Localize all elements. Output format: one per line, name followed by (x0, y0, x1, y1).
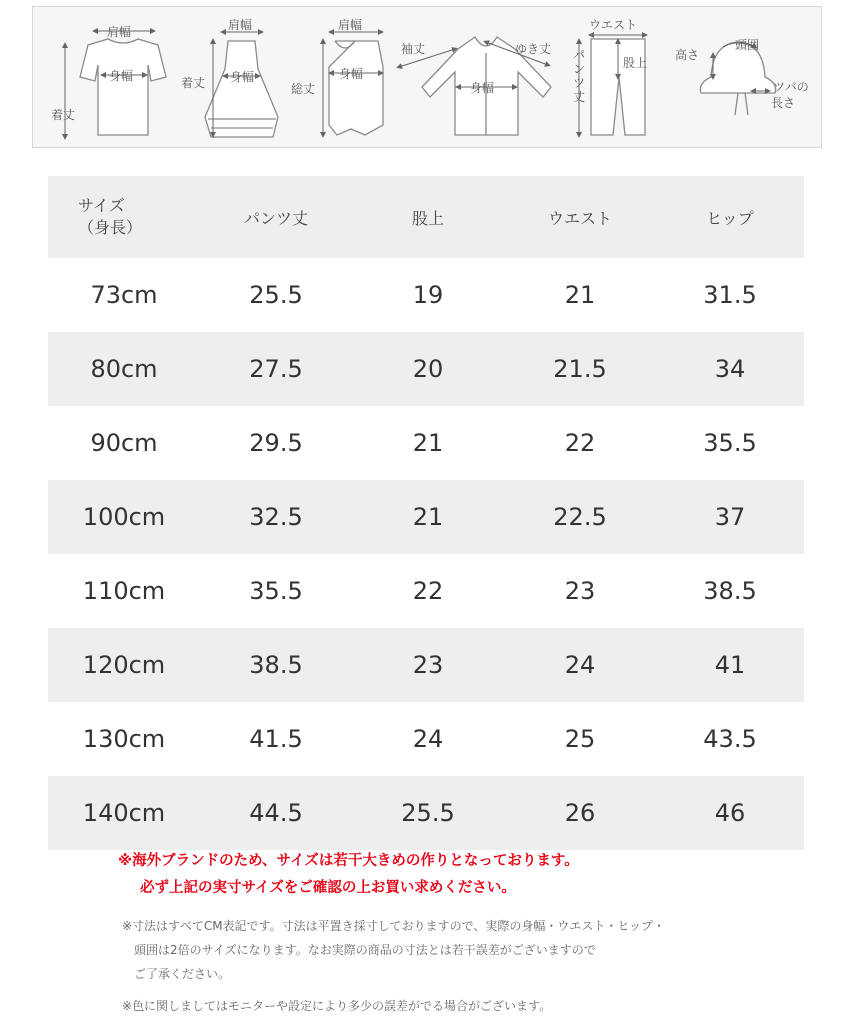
cell-waist: 26 (564, 799, 596, 827)
color-note (122, 994, 762, 1018)
measurement-diagram-svg (33, 7, 823, 149)
table-row (48, 480, 804, 554)
cell-rise: 23 (412, 651, 444, 679)
size-table (48, 176, 804, 850)
table-row (48, 628, 804, 702)
measurement-note (122, 914, 762, 986)
cell-pants-length: 44.5 (249, 799, 303, 827)
header-pants-length: パンツ丈 (243, 208, 308, 228)
cell-rise: 22 (412, 577, 444, 605)
measurement-diagram (32, 6, 822, 148)
cell-rise: 20 (412, 355, 444, 383)
jacket-diagram (399, 37, 551, 135)
tshirt-length-label: 着丈 (51, 108, 76, 122)
table-row (48, 406, 804, 480)
size-warning (118, 848, 758, 902)
cell-size: 80cm (90, 355, 158, 383)
measurement-note-line3: ご了承ください。 (134, 967, 231, 981)
dress-diagram (181, 17, 278, 137)
cell-hip: 37 (714, 503, 746, 531)
table-row (48, 258, 804, 332)
cell-hip: 38.5 (703, 577, 757, 605)
dress-length-label: 着丈 (181, 76, 206, 90)
dress-body-width-label: 身幅 (230, 70, 255, 84)
size-warning-line1: ※海外ブランドのため、サイズは若干大きめの作りとなっております。 (118, 853, 579, 869)
hat-brim-label-1: ツバの (773, 80, 809, 94)
table-row (48, 702, 804, 776)
header-size-line1: サイズ (78, 196, 125, 215)
cell-size: 90cm (90, 429, 158, 457)
table-row (48, 776, 804, 850)
cell-rise: 19 (412, 281, 444, 309)
pants-length-label: パンツ丈 (573, 48, 586, 104)
cell-hip: 35.5 (703, 429, 757, 457)
cell-hip: 41 (714, 651, 746, 679)
cell-pants-length: 27.5 (249, 355, 303, 383)
tshirt-diagram (51, 24, 166, 137)
cell-waist: 23 (564, 577, 596, 605)
hat-head-circumference-label: 頭囲 (735, 38, 760, 52)
cell-waist: 21 (564, 281, 596, 309)
cell-pants-length: 29.5 (249, 429, 303, 457)
cell-pants-length: 25.5 (249, 281, 303, 309)
cell-size: 100cm (82, 503, 166, 531)
dress-shoulder-label: 肩幅 (228, 18, 253, 32)
jacket-body-width-label: 身幅 (470, 81, 495, 95)
romper-body-width-label: 身幅 (339, 67, 364, 81)
cell-size: 73cm (90, 281, 158, 309)
jacket-yuki-label: ゆき丈 (515, 42, 552, 56)
hat-diagram (675, 38, 809, 115)
cell-rise: 25.5 (401, 799, 455, 827)
cell-waist: 22 (564, 429, 596, 457)
tshirt-shoulder-label: 肩幅 (107, 25, 132, 39)
cell-pants-length: 35.5 (249, 577, 303, 605)
header-waist: ウエスト (547, 208, 612, 228)
cell-waist: 21.5 (553, 355, 607, 383)
size-warning-line2: 必ず上記の実寸サイズをご確認の上お買い求めください。 (140, 880, 516, 896)
pants-rise-label: 股上 (623, 56, 648, 70)
header-size-line2: （身長） (78, 218, 143, 237)
romper-shoulder-label: 肩幅 (338, 18, 363, 32)
cell-rise: 21 (412, 429, 444, 457)
cell-pants-length: 41.5 (249, 725, 303, 753)
pants-diagram (573, 18, 647, 135)
measurement-note-line2: 頭囲は2倍のサイズになります。なお実際の商品の寸法とは若干誤差がございますので (134, 943, 596, 957)
pants-length-label-vertical (573, 48, 585, 104)
measurement-note-line1: ※寸法はすべてCM表記です。寸法は平置き採寸しておりますので、実際の身幅・ウエスト・ヒップ・ (122, 919, 665, 933)
cell-rise: 21 (412, 503, 444, 531)
table-row (48, 332, 804, 406)
hat-height-label: 高さ (675, 48, 700, 62)
cell-size: 130cm (82, 725, 166, 753)
cell-pants-length: 32.5 (249, 503, 303, 531)
romper-diagram (291, 17, 383, 135)
header-rise: 股上 (411, 208, 444, 228)
tshirt-body-width-label: 身幅 (109, 69, 134, 83)
romper-total-length-label: 総丈 (291, 82, 316, 96)
cell-size: 120cm (82, 651, 166, 679)
cell-hip: 46 (714, 799, 746, 827)
pants-waist-label: ウエスト (589, 18, 638, 32)
header-hip: ヒップ (706, 208, 754, 228)
cell-hip: 34 (714, 355, 746, 383)
cell-hip: 43.5 (703, 725, 757, 753)
cell-rise: 24 (412, 725, 444, 753)
table-header-row (48, 176, 804, 258)
cell-waist: 25 (564, 725, 596, 753)
cell-pants-length: 38.5 (249, 651, 303, 679)
hat-brim-label-2: 長さ (771, 96, 796, 110)
table-row (48, 554, 804, 628)
cell-hip: 31.5 (703, 281, 757, 309)
cell-size: 110cm (82, 577, 166, 605)
cell-size: 140cm (82, 799, 166, 827)
color-note-line: ※色に関しましてはモニターや設定により多少の誤差がでる場合がございます。 (122, 999, 552, 1013)
cell-waist: 24 (564, 651, 596, 679)
cell-waist: 22.5 (553, 503, 607, 531)
jacket-sleeve-label: 袖丈 (401, 42, 426, 56)
header-size (48, 195, 200, 239)
